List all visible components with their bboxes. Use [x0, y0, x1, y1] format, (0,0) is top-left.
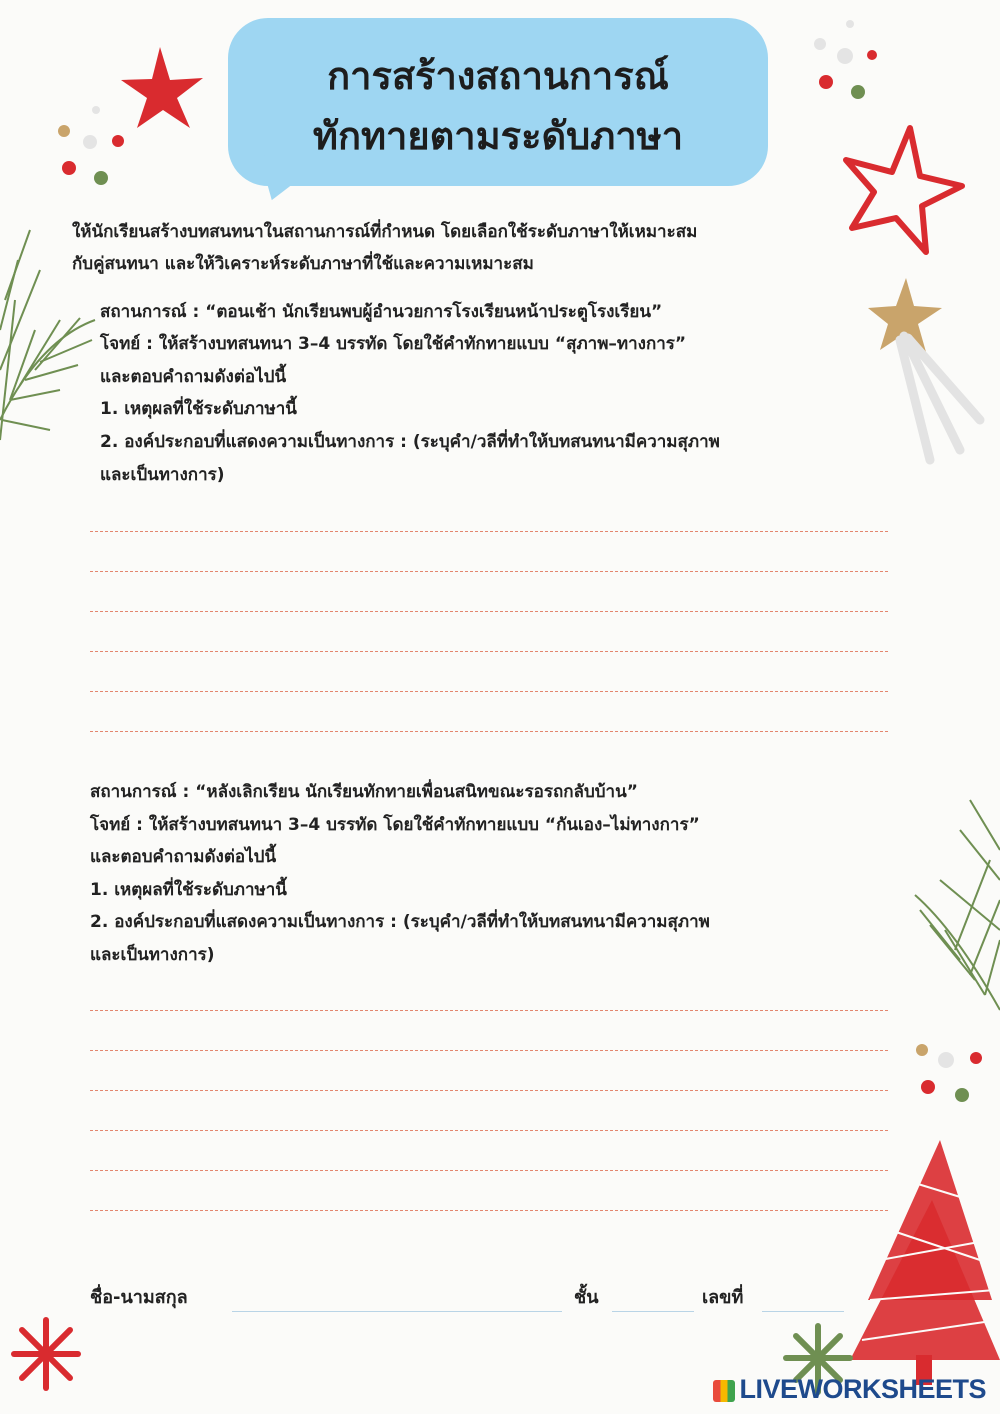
class-field[interactable] — [612, 1311, 694, 1312]
task2-question2-cont: และเป็นทางการ) — [90, 945, 215, 965]
task2-question2: 2. องค์ประกอบที่แสดงความเป็นทางการ : (ระบุคำ/วลีที่ทำให้บทสนทนามีความสุภาพ — [90, 912, 710, 932]
page-title-line2: ทักทายตามระดับภาษา — [312, 114, 684, 158]
snowflake-icon — [14, 1320, 78, 1388]
task1-answer-line[interactable] — [90, 691, 888, 692]
task2-answer-line[interactable] — [90, 1130, 888, 1131]
task1-answer-line[interactable] — [90, 651, 888, 652]
task1-question1: 1. เหตุผลที่ใช้ระดับภาษานี้ — [100, 399, 297, 419]
dot-icon — [58, 125, 70, 137]
pine-branch-icon — [915, 800, 1000, 1010]
task2-prompt: โจทย์ : ให้สร้างบทสนทนา 3–4 บรรทัด โดยใช้คำทักทายแบบ “กันเอง–ไม่ทางการ” — [90, 815, 700, 835]
task2-answer-line[interactable] — [90, 1210, 888, 1211]
name-label: ชื่อ-นามสกุล — [90, 1287, 188, 1308]
task1-answer-line[interactable] — [90, 731, 888, 732]
instruction-line2: กับคู่สนทนา และให้วิเคราะห์ระดับภาษาที่ใช้และความเหมาะสม — [72, 254, 534, 274]
task1-situation: สถานการณ์ : “ตอนเช้า นักเรียนพบผู้อำนวยการโรงเรียนหน้าประตูโรงเรียน” — [100, 302, 663, 322]
task2-answer-line[interactable] — [90, 1050, 888, 1051]
instruction-line1: ให้นักเรียนสร้างบทสนทนาในสถานการณ์ที่กำหนด โดยเลือกใช้ระดับภาษาให้เหมาะสม — [72, 222, 698, 242]
task1-answer-line[interactable] — [90, 611, 888, 612]
task2-answer-line[interactable] — [90, 1170, 888, 1171]
christmas-tree-icon — [850, 1140, 1000, 1385]
class-label: ชั้น — [574, 1287, 599, 1308]
task1-answer-intro: และตอบคำถามดังต่อไปนี้ — [100, 367, 287, 387]
logo-text: LIVEWORKSHEETS — [739, 1374, 986, 1404]
name-field[interactable] — [232, 1311, 562, 1312]
number-field[interactable] — [762, 1311, 844, 1312]
task2-question1: 1. เหตุผลที่ใช้ระดับภาษานี้ — [90, 880, 287, 900]
task1-question2-cont: และเป็นทางการ) — [100, 465, 225, 485]
logo-badge-icon — [713, 1380, 735, 1402]
task1-answer-line[interactable] — [90, 531, 888, 532]
task1-question2: 2. องค์ประกอบที่แสดงความเป็นทางการ : (ระบุคำ/วลีที่ทำให้บทสนทนามีความสุภาพ — [100, 432, 720, 452]
star-icon — [121, 47, 203, 128]
liveworksheets-logo[interactable] — [713, 1374, 986, 1405]
task2-answer-line[interactable] — [90, 1090, 888, 1091]
task2-situation: สถานการณ์ : “หลังเลิกเรียน นักเรียนทักทายเพื่อนสนิทขณะรอรถกลับบ้าน” — [90, 782, 638, 802]
number-label: เลขที่ — [702, 1287, 744, 1308]
task1-answer-line[interactable] — [90, 571, 888, 572]
task1-prompt: โจทย์ : ให้สร้างบทสนทนา 3–4 บรรทัด โดยใช้คำทักทายแบบ “สุภาพ–ทางการ” — [100, 334, 687, 354]
page-title-line1: การสร้างสถานการณ์ — [327, 54, 669, 98]
task2-answer-line[interactable] — [90, 1010, 888, 1011]
star-outline-icon — [846, 128, 962, 252]
task2-answer-intro: และตอบคำถามดังต่อไปนี้ — [90, 847, 277, 867]
